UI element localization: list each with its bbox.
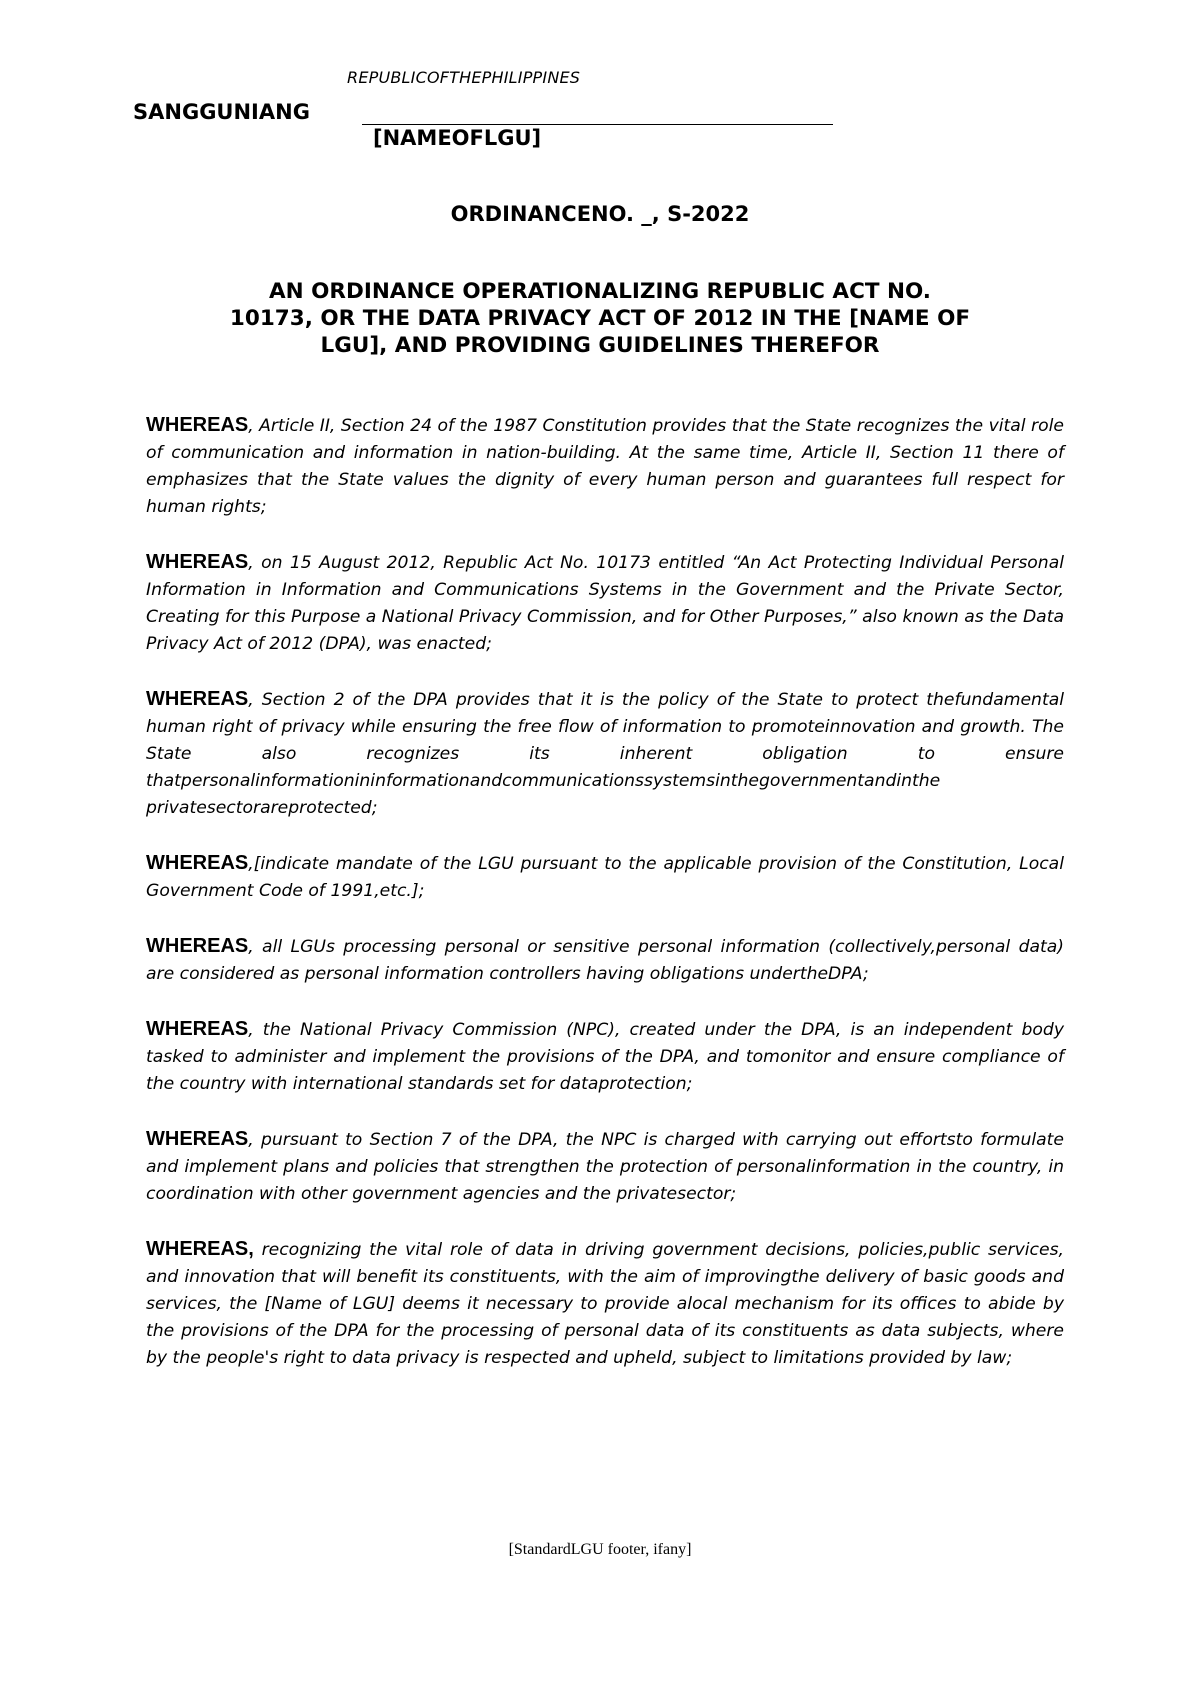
whereas-keyword: WHEREAS, xyxy=(146,1238,254,1260)
whereas-keyword: WHEREAS xyxy=(146,551,249,573)
whereas-keyword: WHEREAS xyxy=(146,1018,249,1040)
whereas-keyword: WHEREAS xyxy=(146,852,249,874)
page-footer: [StandardLGU footer, ifany] xyxy=(508,1541,692,1558)
title-line: LGU], AND PROVIDING GUIDELINES THEREFOR xyxy=(320,333,880,358)
whereas-keyword: WHEREAS xyxy=(146,414,249,436)
title-line: AN ORDINANCE OPERATIONALIZING REPUBLIC ACT NO. xyxy=(269,279,931,304)
clause-text: , Article II, Section 24 of the 1987 Constitution provides that the State recognizes the vital role of communication and information in nation-building. At the same time, Article II, Section 11 there of emphasizes that the State values the dignity of every human person and guarantees full respect for human rights; xyxy=(146,416,1064,517)
sanggunian-label: SANGGUNIANG xyxy=(133,100,310,124)
republic-heading: REPUBLICOFTHEPHILIPPINES xyxy=(347,68,581,87)
whereas-clause xyxy=(146,850,1064,905)
title-line: 10173, OR THE DATA PRIVACY ACT OF 2012 IN THE [NAME OF xyxy=(229,306,971,331)
whereas-clause xyxy=(146,686,1064,822)
whereas-clause xyxy=(146,412,1064,521)
clause-text: recognizing the vital role of data in driving government decisions, policies,public services, and innovation that will benefit its constituents, with the aim of improvingthe delivery of basic goods and services, the [Name of LGU] deems it necessary to provide alocal mechanism for its offices to abide by the provisions of the DPA for the processing of personal data of its constituents as data subjects, where by the people's right to data privacy is respected and upheld, subject to limitations provided by law; xyxy=(146,1240,1064,1368)
whereas-clause xyxy=(146,1126,1064,1208)
clause-text: , the National Privacy Commission (NPC), created under the DPA, is an independent body tasked to administer and implement the provisions of the DPA, and tomonitor and ensure compliance of the country with international standards set for dataprotection; xyxy=(146,1020,1064,1094)
clause-text: , on 15 August 2012, Republic Act No. 10173 entitled “An Act Protecting Individual Personal Information in Information and Communications Systems in the Government and the Private Sector, Creating for this Purpose a National Privacy Commission, and for Other Purposes,” also known as the Data Privacy Act of 2012 (DPA), was enacted; xyxy=(146,553,1064,654)
clause-text: , all LGUs processing personal or sensitive personal information (collectively,personal data) are considered as personal information controllers having obligations undertheDPA; xyxy=(146,937,1064,984)
whereas-clause xyxy=(146,1236,1064,1372)
whereas-keyword: WHEREAS xyxy=(146,1128,249,1150)
blank-underline xyxy=(362,124,833,125)
clause-text: , pursuant to Section 7 of the DPA, the NPC is charged with carrying out effortsto formulate and implement plans and policies that strengthen the protection of personalinformation in the country, in coordination with other government agencies and the privatesector; xyxy=(146,1130,1064,1204)
whereas-clause xyxy=(146,549,1064,658)
lgu-name-placeholder: [NAMEOFLGU] xyxy=(373,126,542,150)
ordinance-number: ORDINANCENO. _, S-2022 xyxy=(450,202,750,226)
whereas-clause xyxy=(146,1016,1064,1098)
whereas-clauses xyxy=(146,412,1064,1400)
whereas-keyword: WHEREAS xyxy=(146,935,249,957)
whereas-keyword: WHEREAS xyxy=(146,688,249,710)
ordinance-title xyxy=(133,278,1067,359)
clause-text: ,[indicate mandate of the LGU pursuant to the applicable provision of the Constitution, Local Government Code of 1991,etc.]; xyxy=(146,854,1064,901)
clause-text: , Section 2 of the DPA provides that it is the policy of the State to protect thefundamental human right of privacy while ensuring the free flow of information to promoteinnovation and growth. The State also recognizes its inherent obligation to ensure thatpersonalinformationininformationandcommunicationssystemsinthegovernmentandinthe privatesectorareprotected; xyxy=(146,690,1064,818)
whereas-clause xyxy=(146,933,1064,988)
